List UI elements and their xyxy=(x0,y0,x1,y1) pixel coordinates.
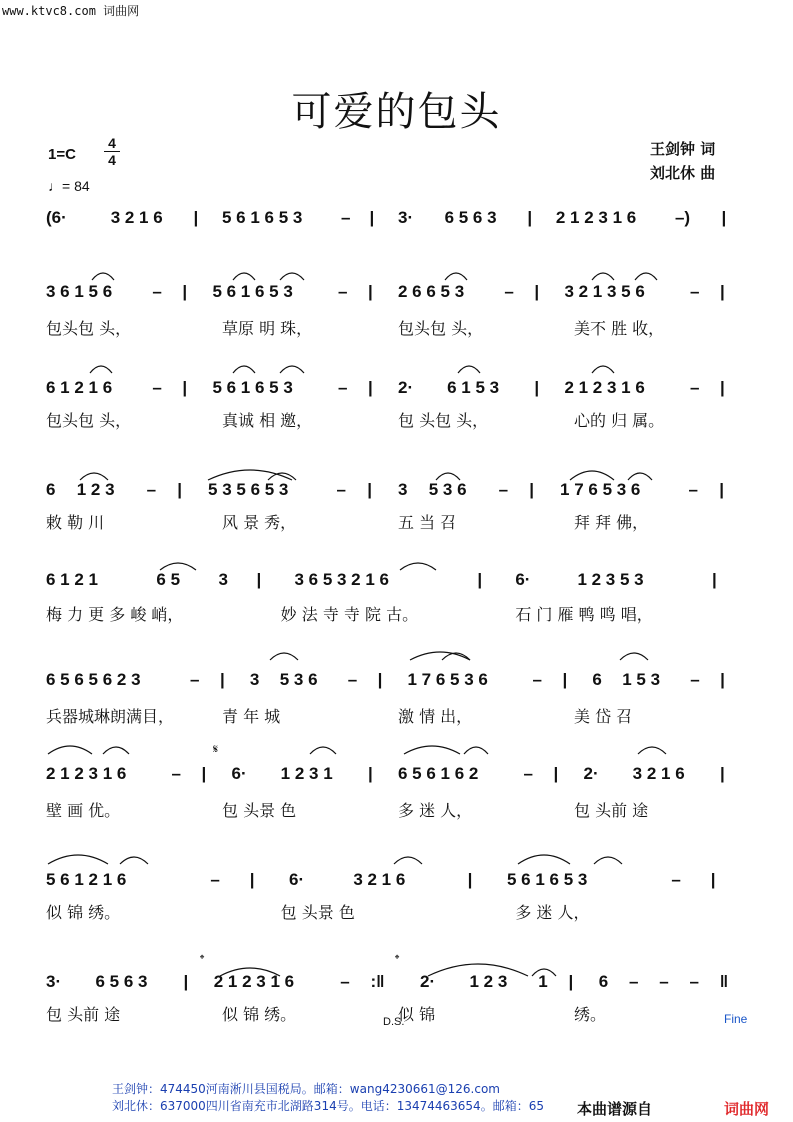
bar-line: | xyxy=(562,670,568,689)
note-group: 6· xyxy=(515,570,531,589)
note-group: –) xyxy=(674,208,691,227)
note-group: – xyxy=(146,480,157,499)
note-group: 3 2 1 6 xyxy=(353,870,406,889)
bar-line: :‖ xyxy=(370,972,385,991)
note-group: – xyxy=(347,670,358,689)
lyric-phrase: 石 门 雁 鸭 鸣 唱， xyxy=(515,605,653,624)
notation-row xyxy=(0,870,793,900)
note-group: – xyxy=(689,378,700,397)
slur-arc xyxy=(404,746,460,754)
slur-arc xyxy=(92,273,114,280)
note-group: – xyxy=(336,480,346,499)
bar-line: | xyxy=(719,282,725,301)
bar-line: | xyxy=(183,972,189,991)
note-group: – xyxy=(671,870,681,889)
notation-row xyxy=(0,208,793,238)
fine-marking: Fine xyxy=(724,1012,748,1026)
note-group: 1 7 6 5 3 6 xyxy=(407,670,488,689)
bar-line: | xyxy=(534,282,540,301)
time-signature-top: 4 xyxy=(108,135,116,151)
note-group: – xyxy=(629,972,639,991)
note-group: 2· xyxy=(583,764,599,783)
footer-contact-lyricist: 王剑钟：474450河南淅川县国税局。邮箱：wang4230661@126.com xyxy=(112,1082,500,1096)
lyric-phrase: 多 迷 人， xyxy=(398,801,473,820)
bar-line: | xyxy=(249,870,255,889)
note-group: – xyxy=(341,208,351,227)
note-group: 3 xyxy=(398,480,408,499)
slur-arc xyxy=(120,857,148,864)
lyric-phrase: 似 锦 绣。 xyxy=(46,903,121,922)
time-signature xyxy=(104,136,120,167)
slur-arc xyxy=(394,857,422,864)
note-group: 3 2 1 6 xyxy=(632,764,685,783)
slur-arc xyxy=(464,747,488,754)
note-group: 3· xyxy=(398,208,414,227)
note-group: 5 3 5 6 5 3 xyxy=(208,480,289,499)
lyric-phrase: 妙 法 寺 寺 院 古。 xyxy=(280,605,419,624)
bar-line: | xyxy=(719,764,725,783)
slur-arc xyxy=(233,273,255,280)
notation-row xyxy=(0,570,793,600)
slur-arc xyxy=(280,366,304,373)
lyric-phrase: 美不 胜 收， xyxy=(574,319,665,338)
dal-segno-marking: D.S. xyxy=(383,1016,405,1028)
site-logo[interactable]: 词曲网 xyxy=(724,1100,770,1118)
note-group: 3 2 1 3 5 6 xyxy=(564,282,645,301)
lyrics-row xyxy=(0,408,793,434)
note-group: 5 6 1 2 1 6 xyxy=(46,870,127,889)
note-group: 5 3 6 xyxy=(428,480,467,499)
notation-row xyxy=(0,282,793,312)
slur-arc xyxy=(442,653,470,660)
notation-row xyxy=(0,670,793,700)
bar-line: | xyxy=(369,208,375,227)
lyric-phrase: 青 年 城 xyxy=(222,707,281,726)
bar-line: | xyxy=(568,972,574,991)
note-group: – xyxy=(210,870,220,889)
note-group: 6 xyxy=(46,480,56,499)
lyrics-row xyxy=(0,602,793,628)
slur-arc xyxy=(518,855,570,864)
lyrics-row xyxy=(0,900,793,926)
note-group: 5 6 1 6 5 3 xyxy=(222,208,303,227)
note-group: 2· xyxy=(420,972,436,991)
note-group: – xyxy=(689,282,700,301)
bar-line: | xyxy=(534,378,540,397)
note-group: – xyxy=(171,764,181,783)
note-group: – xyxy=(690,670,700,689)
slur-arc xyxy=(90,366,112,373)
page-title: 可爱的包头 xyxy=(291,89,502,135)
note-group: 6 xyxy=(598,972,609,991)
slur-arc xyxy=(592,273,614,280)
note-group: 6 5 6 1 6 2 xyxy=(398,764,479,783)
note-group: – xyxy=(340,972,350,991)
note-group: – xyxy=(190,670,200,689)
slur-arc xyxy=(48,746,92,754)
note-group: 1 2 3 5 3 xyxy=(577,570,644,589)
note-group: 2 1 2 3 1 6 xyxy=(213,972,295,991)
note-group: – xyxy=(498,480,509,499)
bar-line: | xyxy=(256,570,262,589)
note-group: – xyxy=(152,378,162,397)
slur-arc xyxy=(268,473,296,480)
lyric-phrase: 包 头前 途 xyxy=(46,1005,121,1024)
slur-arc xyxy=(592,366,614,373)
note-group: 2 1 2 3 1 6 xyxy=(564,378,645,397)
note-group: 5 6 1 6 5 3 xyxy=(212,378,293,397)
slur-arc xyxy=(620,653,648,660)
lyric-phrase: 包 头景 色 xyxy=(222,801,297,820)
lyrics-row xyxy=(0,510,793,536)
note-group: 6 1 2 1 xyxy=(46,570,98,589)
lyric-phrase: 风 景 秀， xyxy=(222,513,297,532)
notation-row xyxy=(0,764,793,794)
slur-arc xyxy=(160,563,196,570)
note-group: 2 6 6 5 3 xyxy=(398,282,465,301)
lyrics-row xyxy=(0,704,793,730)
lyric-phrase: 壁 画 优。 xyxy=(46,801,121,820)
bar-line: | xyxy=(367,378,373,397)
note-group: 6 5 6 3 xyxy=(444,208,497,227)
slur-arc xyxy=(635,273,657,280)
bar-line: | xyxy=(477,570,483,589)
note-group: – xyxy=(523,764,533,783)
bar-line: | xyxy=(721,208,727,227)
note-group: 6 1 2 1 6 xyxy=(46,378,113,397)
lyric-phrase: 包头包 头， xyxy=(398,319,484,338)
slur-arc xyxy=(103,747,129,754)
note-group: 3 6 1 5 6 xyxy=(46,282,113,301)
lyric-phrase: 心的 归 属。 xyxy=(574,411,665,430)
key-signature: 1=C xyxy=(48,146,76,163)
slur-arc xyxy=(628,473,652,480)
bar-line: | xyxy=(719,480,725,499)
note-group: – xyxy=(337,282,348,301)
time-signature-bottom: 4 xyxy=(108,152,116,168)
slur-arc xyxy=(310,747,336,754)
bar-line: | xyxy=(367,282,373,301)
segno-symbol: 𝄋 xyxy=(213,742,219,756)
note-group: 2 1 2 3 1 6 xyxy=(555,208,637,227)
note-group: – xyxy=(152,282,162,301)
note-group: 6 1 5 3 xyxy=(447,378,500,397)
composer-credit: 刘北休 曲 xyxy=(650,164,716,182)
note-group: 3 6 5 3 2 1 6 xyxy=(294,570,389,589)
note-group: 5 3 6 xyxy=(279,670,318,689)
bar-line: | xyxy=(467,870,473,889)
slur-arc xyxy=(280,273,304,280)
slur-arc xyxy=(445,273,467,280)
note-group: 3 2 1 6 xyxy=(110,208,163,227)
lyric-phrase: 敕 勒 川 xyxy=(46,513,105,532)
bar-line: | xyxy=(377,670,383,689)
bar-line: | xyxy=(182,378,188,397)
slur-arc xyxy=(233,366,255,373)
bar-line: ‖ xyxy=(719,972,729,991)
lyric-phrase: 包头包 头， xyxy=(46,319,132,338)
note-group: 2· xyxy=(398,378,414,397)
lyric-phrase: 五 当 召 xyxy=(398,513,457,532)
note-group: 5 6 1 6 5 3 xyxy=(506,870,588,889)
bar-line: | xyxy=(367,764,373,783)
note-group: 1 2 3 xyxy=(76,480,115,499)
slur-arc xyxy=(638,747,666,754)
bar-line: | xyxy=(201,764,207,783)
lyric-phrase: 多 迷 人， xyxy=(515,903,590,922)
coda-symbol-1: 𝄌 xyxy=(200,952,205,966)
slur-arc xyxy=(208,470,292,480)
bar-line: | xyxy=(710,870,716,889)
note-group: 6 5 xyxy=(156,570,181,589)
bar-line: | xyxy=(193,208,199,227)
footer-contact-composer: 刘北休：637000四川省南充市北湖路314号。电话：13474463654。邮箱：65 xyxy=(112,1099,544,1113)
lyric-phrase: 绣。 xyxy=(574,1005,607,1024)
lyric-phrase: 拜 拜 佛， xyxy=(574,513,649,532)
slur-arc xyxy=(436,473,460,480)
lyric-phrase: 梅 力 更 多 峻 峭， xyxy=(46,605,184,624)
note-group: 1 2 3 xyxy=(469,972,508,991)
note-group: (6· xyxy=(46,208,67,227)
bar-line: | xyxy=(367,480,373,499)
note-group: 6 xyxy=(592,670,602,689)
bar-line: | xyxy=(529,480,535,499)
lyric-phrase: 草原 明 珠， xyxy=(222,319,313,338)
slur-arc xyxy=(458,366,480,373)
lyricist-credit: 王剑钟 词 xyxy=(650,140,716,158)
note-group: 1 xyxy=(538,972,548,991)
note-group: 6 5 6 3 xyxy=(95,972,148,991)
notation-row xyxy=(0,378,793,408)
lyric-phrase: 包 头景 色 xyxy=(280,903,355,922)
lyric-phrase: 兵器城琳朗满目， xyxy=(46,707,175,726)
lyrics-row xyxy=(0,798,793,824)
note-group: – xyxy=(689,972,699,991)
bar-line: | xyxy=(712,570,717,589)
lyric-phrase: 似 锦 绣。 xyxy=(222,1005,297,1024)
bar-line: | xyxy=(182,282,188,301)
note-group: 6· xyxy=(289,870,305,889)
lyric-phrase: 美 岱 召 xyxy=(574,707,633,726)
bar-line: | xyxy=(219,670,225,689)
lyric-phrase: 包 头前 途 xyxy=(574,801,649,820)
tempo-marking: ♩= 84 xyxy=(48,178,90,194)
slur-arc xyxy=(48,855,108,864)
slur-arc xyxy=(570,471,614,480)
note-group: 2 1 2 3 1 6 xyxy=(46,764,127,783)
note-group: – xyxy=(688,480,698,499)
note-group: – xyxy=(532,670,543,689)
notation-row xyxy=(0,972,793,1002)
lyric-phrase: 真诚 相 邀， xyxy=(222,411,313,430)
source-label: 本曲谱源自 xyxy=(577,1100,653,1118)
note-group: 6 5 6 5 6 2 3 xyxy=(46,670,141,689)
lyric-phrase: 似 锦 xyxy=(398,1005,436,1024)
note-group: 3 xyxy=(218,570,229,589)
bar-line: | xyxy=(177,480,183,499)
lyric-phrase: 包 头包 头， xyxy=(398,411,489,430)
notation-row xyxy=(0,480,793,510)
note-group: 5 6 1 6 5 3 xyxy=(212,282,293,301)
slur-arc xyxy=(270,653,298,660)
lyric-phrase: 激 情 出， xyxy=(398,707,473,726)
bar-line: | xyxy=(553,764,559,783)
note-group: 6· xyxy=(231,764,247,783)
slur-arc xyxy=(80,473,108,480)
slur-arc xyxy=(410,652,470,660)
note-group: 3· xyxy=(46,972,62,991)
site-label[interactable]: www.ktvc8.com 词曲网 xyxy=(2,4,140,18)
bar-line: | xyxy=(719,378,725,397)
lyric-phrase: 包头包 头， xyxy=(46,411,132,430)
note-group: 1 2 3 1 xyxy=(280,764,333,783)
slur-arc xyxy=(594,857,622,864)
note-group: – xyxy=(337,378,348,397)
slur-arc xyxy=(400,563,436,570)
note-group: – xyxy=(504,282,514,301)
note-group: 3 xyxy=(249,670,260,689)
bar-line: | xyxy=(720,670,725,689)
coda-symbol-2: 𝄌 xyxy=(395,952,400,966)
note-group: 1 5 3 xyxy=(622,670,661,689)
note-group: – xyxy=(659,972,669,991)
note-group: 1 7 6 5 3 6 xyxy=(560,480,641,499)
lyrics-row xyxy=(0,316,793,342)
bar-line: | xyxy=(527,208,533,227)
